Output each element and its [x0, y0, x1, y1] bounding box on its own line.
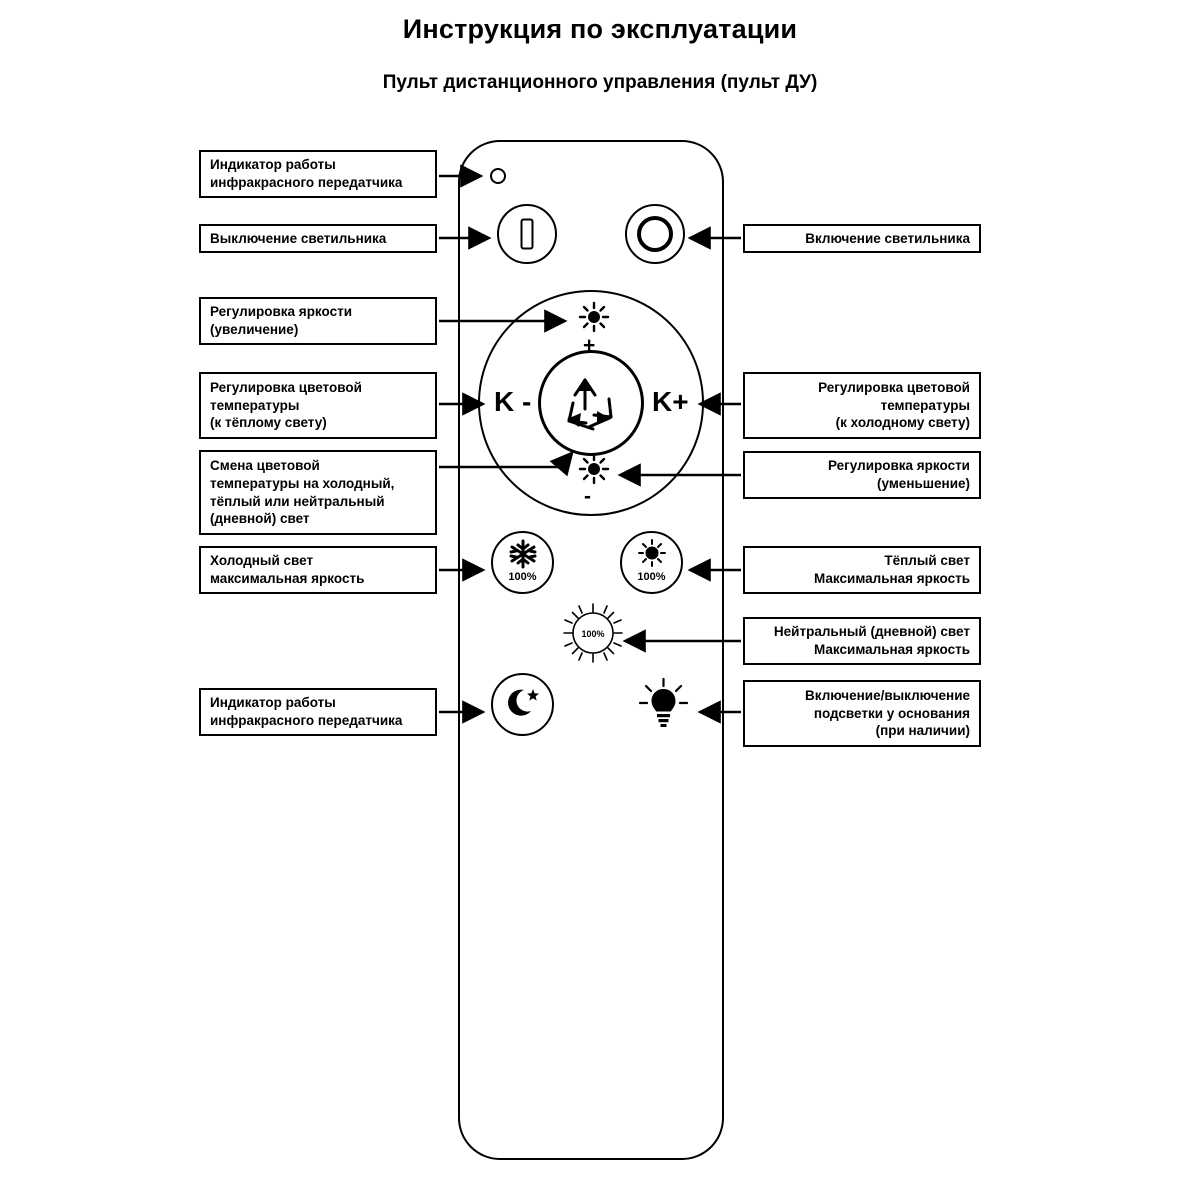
moon-star-icon [504, 686, 542, 724]
base-light-button[interactable] [632, 673, 695, 736]
brightness-up-sun-icon[interactable] [572, 300, 616, 334]
warm-light-percent-label: 100% [637, 571, 666, 583]
callout-line: Регулировка цветовой [210, 379, 362, 395]
callout-line: (при наличии) [875, 723, 970, 739]
callout-line: Индикатор работы [210, 157, 336, 173]
callout-color-temp-warm [199, 372, 437, 439]
callout-color-temp-switch [199, 450, 437, 535]
brightness-up-plus-label: + [583, 334, 596, 357]
callout-ir-indicator-bottom [199, 688, 437, 736]
power-off-button[interactable] [497, 204, 557, 264]
callout-light-off [199, 224, 437, 253]
callout-line: Включение/выключение [805, 687, 970, 703]
snowflake-icon [505, 538, 541, 570]
callout-line: (уменьшение) [877, 476, 970, 491]
callout-line: Индикатор работы [210, 695, 336, 711]
callout-base-light [743, 680, 981, 747]
callout-neutral-max [743, 617, 981, 665]
brightness-down-minus-label: - [584, 485, 591, 508]
callout-cold-max [199, 546, 437, 594]
callout-line: подсветки у основания [813, 705, 970, 721]
cold-light-percent-label: 100% [508, 571, 537, 583]
callout-warm-max [743, 546, 981, 594]
callout-line: тёплый или нейтральный [210, 493, 385, 509]
callout-brightness-up [199, 297, 437, 345]
callout-line: температуры [880, 397, 970, 413]
ir-transmitter-indicator-icon [490, 168, 506, 184]
callout-line: Максимальная яркость [814, 642, 970, 657]
callout-line: Смена цветовой [210, 457, 320, 473]
callout-line: Регулировка яркости [210, 304, 353, 320]
neutral-light-percent-label: 100% [581, 629, 605, 639]
power-off-icon [521, 219, 534, 250]
callout-line: (к холодному свету) [835, 415, 970, 431]
callout-line: Регулировка яркости [827, 458, 970, 474]
callout-line: (к тёплому свету) [210, 415, 327, 431]
callout-line: (дневной) свет [210, 511, 310, 527]
page-subtitle: Пульт дистанционного управления (пульт ДУ) [382, 72, 818, 93]
callout-line: Нейтральный (дневной) свет [773, 624, 970, 640]
callout-line: Максимальная яркость [814, 571, 970, 586]
page-title: Инструкция по эксплуатации [402, 14, 798, 44]
power-on-icon [637, 216, 673, 252]
callout-line: Холодный свет [210, 553, 314, 569]
color-temp-warm-label[interactable]: K - [494, 386, 532, 417]
callout-line: инфракрасного передатчика [210, 713, 403, 728]
callout-line: Включение светильника [805, 230, 970, 246]
brightness-down-sun-icon[interactable] [572, 452, 616, 486]
power-on-button[interactable] [625, 204, 685, 264]
callout-line: (увеличение) [210, 322, 299, 337]
callout-line: инфракрасного передатчика [210, 175, 403, 190]
neutral-light-max-button[interactable] [555, 598, 631, 668]
color-temp-cycle-icon [553, 365, 629, 441]
callout-line: максимальная яркость [210, 571, 365, 586]
callout-line: Регулировка цветовой [818, 379, 970, 395]
callout-line: температуры на холодный, [210, 475, 395, 491]
callout-color-temp-cold [743, 372, 981, 439]
warm-sun-icon [633, 538, 671, 570]
callout-light-on [743, 224, 981, 253]
callout-line: температуры [210, 397, 300, 413]
color-temp-cold-label[interactable]: K+ [652, 386, 689, 417]
callout-line: Тёплый свет [884, 553, 970, 569]
callout-line: Выключение светильника [210, 230, 387, 246]
callout-brightness-down [743, 451, 981, 499]
callout-ir-indicator-top [199, 150, 437, 198]
